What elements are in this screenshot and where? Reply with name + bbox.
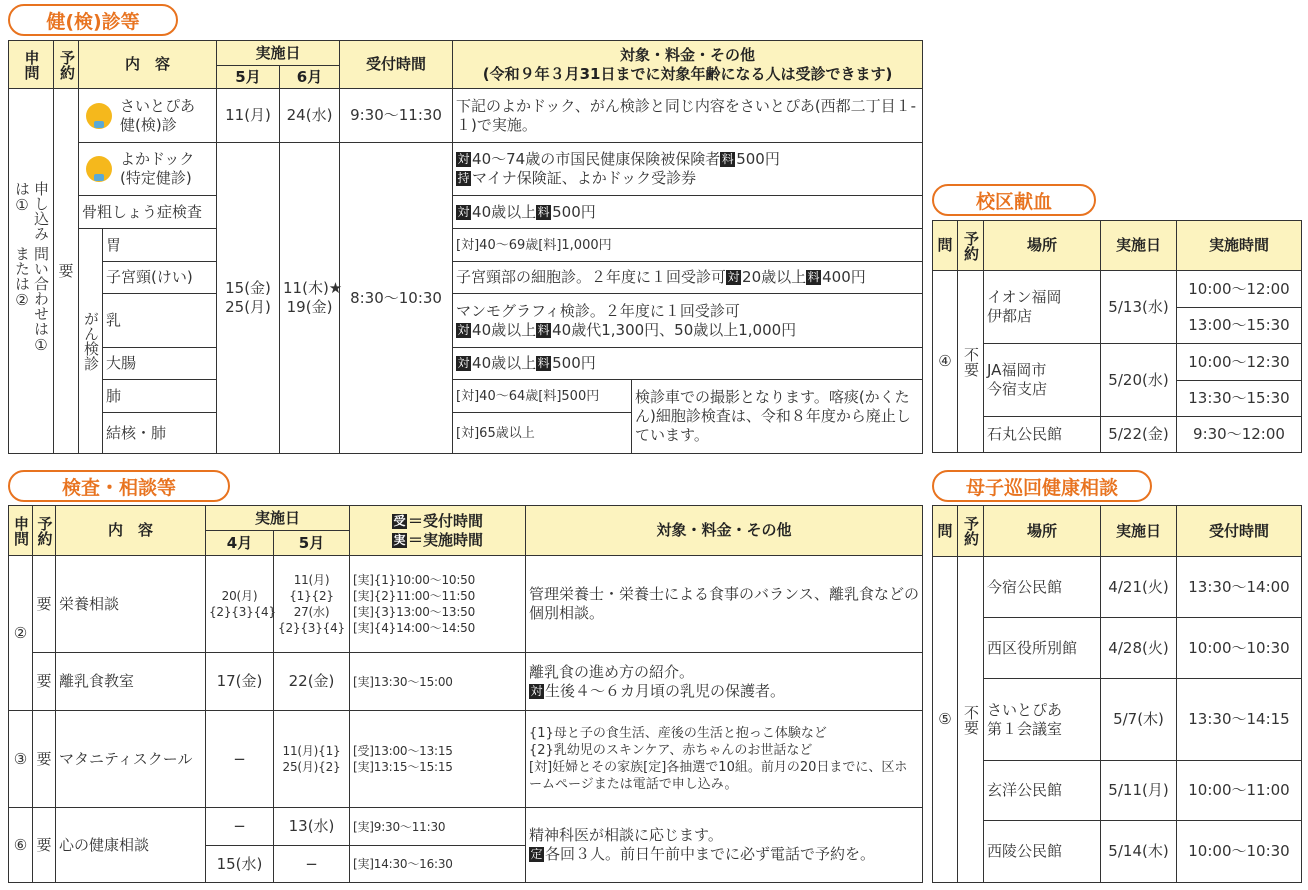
text: 500円 [552,354,596,372]
table-row [9,143,923,196]
date-month-2: 11(月){1} 25(月){2} [274,711,350,808]
mascot-icon [86,156,112,182]
label-badge-icon: 対 [457,204,470,219]
header-reserve: 予約 [958,506,984,557]
text: 17(金) [216,672,263,690]
time: [実]{1}10:00〜10:50 [実]{2}11:00〜11:50 [実]{3}13:00〜13:50 [実]{4}14:00〜14:50 [350,556,526,653]
text: ＝受付時間 [408,511,484,530]
table-row [9,89,923,143]
inquiry-number: ④ [933,271,958,453]
time: [実]14:30〜16:30 [350,846,526,883]
item-name: 子宮頸(けい) [103,262,217,294]
date: 5/11(月) [1101,761,1177,821]
reserve-required: 要 [54,89,79,454]
text: 15(水) [216,854,263,873]
note: [対]40〜64歳[料]500円 [453,380,632,413]
note [453,262,923,294]
text: さいとぴあ [987,700,1063,719]
label-badge-icon: 持 [457,171,470,185]
date-month-1 [217,143,280,454]
text: 精神科医が相談に応じます。 [529,826,723,844]
date-month-2: 11(月) {1}{2} 27(水) {2}{3}{4} [274,556,350,653]
header-target: 対象・料金・その他 [526,506,923,556]
text: よかドック(特定健診) [120,150,195,187]
date-month-2 [274,808,350,846]
time: [実]13:30〜15:00 [350,653,526,711]
label-badge-icon: 料 [537,322,550,337]
kenshin-table [8,40,923,454]
date-month-1 [206,711,274,808]
text: − [233,817,246,835]
date-month-2 [274,653,350,711]
table-row [9,808,923,846]
item-name: 栄養相談 [56,556,206,653]
text: 22(金) [288,672,335,690]
text: 第１会議室 [987,719,1063,738]
text: 24(水) [286,106,333,124]
time: 10:00〜10:30 [1177,821,1302,883]
header-date: 実施日 [217,41,340,66]
time: 10:00〜10:30 [1177,618,1302,679]
text: マイナ保険証、よかドック受診券 [472,169,697,187]
reserve: 要 [33,653,56,711]
label-badge-icon: 対 [457,356,470,370]
kenketsu-table [932,220,1302,453]
header-content: 内 容 [79,41,217,89]
item-name: 胃 [103,229,217,262]
place [984,271,1101,344]
table-row [9,380,923,413]
item-name: 肺 [103,380,217,413]
header-date: 実施日 [1101,506,1177,557]
time: 10:00〜12:00 [1177,271,1302,308]
header-reserve: 予約 [54,41,79,89]
text: 管理栄養士・栄養士による食事のバランス、離乳食などの個別相談。 [529,585,920,622]
text: 40〜74歳の市国民健康保険被保険者 [472,150,721,168]
time: 13:30〜14:00 [1177,557,1302,618]
header-place: 場所 [984,506,1101,557]
table-row [933,618,1302,679]
date-month-1 [217,89,280,143]
text: 40歳代1,300円、50歳以上1,000円 [552,320,797,339]
time: 13:00〜15:30 [1177,308,1302,344]
header-time: 受付時間 [1177,506,1302,557]
header-target: 対象・料金・その他 (令和９年３月31日までに対象年齢になる人は受診できます) [453,41,923,89]
header-month-2: 6月 [280,66,340,89]
time: 10:00〜12:30 [1177,344,1302,381]
text: 西陵公民館 [987,842,1063,860]
header-apply: 申問 [9,41,54,89]
date: 5/14(木) [1101,821,1177,883]
date-month-1: 20(月) {2}{3}{4} [206,556,274,653]
item-name: 乳 [103,294,217,348]
note [453,89,923,143]
header-content: 内 容 [56,506,206,556]
table-row [933,271,1302,308]
time: [受]13:00〜13:15 [実]13:15〜15:15 [350,711,526,808]
date: 5/13(水) [1101,271,1177,344]
text: 19(金) [286,298,333,316]
table-row [9,653,923,711]
reserve: 不要 [958,557,984,883]
label-badge-icon: 料 [537,356,550,370]
label-badge-icon: 受 [393,513,406,528]
section-title-boshi: 母子巡回健康相談 [932,470,1152,502]
place [984,618,1101,679]
item-name: 心の健康相談 [56,808,206,883]
table-row [9,196,923,229]
time: 10:00〜11:00 [1177,761,1302,821]
text: 15(金) [225,279,271,297]
date: 5/22(金) [1101,417,1177,453]
place [984,761,1101,821]
text: 11(月) [225,106,271,124]
time: [実]9:30〜11:30 [350,808,526,846]
label-badge-icon: 対 [457,322,470,337]
text: 今宿公民館 [987,577,1063,596]
inquiry-number: ③ [9,711,33,808]
date-month-2 [274,846,350,883]
reserve: 要 [33,808,56,883]
text: さいとぴあ健(検)診 [120,96,196,134]
table-row [9,229,923,262]
place [984,344,1101,417]
apply-note: 申し込みは① 問い合わせは①または② [9,89,54,454]
label-badge-icon: 定 [530,847,543,861]
time: 9:30〜11:30 [340,89,453,143]
section-title-kensa: 検査・相談等 [8,470,230,502]
text: 西区役所別館 [987,638,1078,657]
note [453,196,923,229]
header-reserve: 予約 [33,506,56,556]
table-row [9,348,923,380]
text: 伊都店 [987,307,1033,325]
header-time: 実施時間 [1177,221,1302,271]
date: 5/7(木) [1101,679,1177,761]
date-month-1 [206,808,274,846]
table-row [933,557,1302,618]
item-name [79,89,217,143]
text: 離乳食の進め方の紹介。 [529,662,695,681]
section-title-kenketsu: 校区献血 [932,184,1096,216]
header-month-1: 5月 [217,66,280,89]
header-time-legend [350,506,526,556]
note [526,808,923,883]
table-row [933,761,1302,821]
item-name: 大腸 [103,348,217,380]
note [453,294,923,348]
mascot-icon [86,103,112,129]
table-row [9,294,923,348]
header-apply: 申問 [9,506,33,556]
label-badge-icon: 実 [393,532,406,547]
time: 9:30〜12:00 [1177,417,1302,453]
text: 500円 [736,150,780,168]
text: 40歳以上 [472,320,537,339]
place: 石丸公民館 [984,417,1101,453]
text: 今宿支店 [987,380,1048,398]
reserve: 要 [33,711,56,808]
label-badge-icon: 料 [721,152,734,166]
section-title-kenshin: 健(検)診等 [8,4,178,36]
reserve: 不要 [958,271,984,453]
label-badge-icon: 料 [537,204,550,219]
text: 下記のよかドック、がん検診と同じ内容をさいとぴあ(西都二丁目１-１)で実施。 [456,96,917,134]
item-name: 骨粗しょう症検査 [79,196,217,229]
table-row [933,821,1302,883]
table-row [9,556,923,653]
table-row [9,711,923,808]
text: 各回３人。前日午前中までに必ず電話で予約を。 [545,845,876,863]
header-inquiry: 問 [933,506,958,557]
text: イオン福岡 [987,288,1062,306]
date-month-2 [280,143,343,454]
table-row [9,262,923,294]
inquiry-number: ② [9,556,33,711]
table-row [933,679,1302,761]
text: − [233,749,246,768]
label-badge-icon: 対 [530,683,543,698]
place [984,821,1101,883]
header-reserve: 予約 [958,221,984,271]
place [984,679,1101,761]
table-row [933,344,1302,381]
label-badge-icon: 対 [457,152,470,166]
reserve: 要 [33,556,56,653]
text: 11(木)★ [283,279,343,297]
date-month-1 [206,653,274,711]
header-time: 受付時間 [340,41,453,89]
date: 4/21(火) [1101,557,1177,618]
date: 4/28(火) [1101,618,1177,679]
inquiry-number: ⑥ [9,808,33,883]
header-date: 実施日 [206,506,350,531]
table-row [933,417,1302,453]
date: 5/20(水) [1101,344,1177,417]
text: JA福岡市 [987,361,1047,379]
text: 40歳以上 [472,202,537,221]
header-date: 実施日 [1101,221,1177,271]
note [453,348,923,380]
text: 400円 [822,268,866,286]
item-name: 結核・肺 [103,413,217,454]
inquiry-number: ⑤ [933,557,958,883]
boshi-table [932,505,1302,883]
note [453,143,923,196]
note: [対]65歳以上 [453,413,632,454]
text: 生後４〜６カ月頃の乳児の保護者。 [545,681,786,700]
text: 13(水) [288,817,335,835]
text: マンモグラフィ検診。２年度に１回受診可 [456,301,740,320]
text: − [305,854,318,873]
note [526,556,923,653]
header-month-1: 4月 [206,531,274,556]
label-badge-icon: 料 [807,270,820,284]
text: 500円 [552,202,596,221]
text: ＝実施時間 [408,530,484,549]
text: 40歳以上 [472,354,537,372]
header-place: 場所 [984,221,1101,271]
date-month-2 [280,89,340,143]
label-badge-icon: 対 [727,270,740,284]
text: 検診車での撮影となります。喀痰(かくたん)細胞診検査は、令和８年度から廃止しています。 [635,388,911,444]
note [526,653,923,711]
header-month-2: 5月 [274,531,350,556]
text: 20歳以上 [742,268,807,286]
text: 子宮頸部の細胞診。２年度に１回受診可 [456,268,727,286]
item-name [79,143,217,196]
text: 25(月) [225,298,271,316]
place [984,557,1101,618]
note: [対]40〜69歳[料]1,000円 [453,229,923,262]
note: {1}母と子の食生活、産後の生活と抱っこ体験など {2}乳幼児のスキンケア、赤ちゃんのお世話など [対]妊婦とその家族[定]各抽選で10組。前月の20日までに、区ホームページまたは電話で申し込み。 [526,711,923,808]
date-month-1 [206,846,274,883]
text: 玄洋公民館 [987,781,1063,799]
kensa-table [8,505,923,883]
time: 13:30〜14:15 [1177,679,1302,761]
lung-note [632,380,923,454]
time: 8:30〜10:30 [340,143,453,454]
header-inquiry: 問 [933,221,958,271]
time: 13:30〜15:30 [1177,381,1302,417]
cancer-label: がん検診 [79,229,103,454]
item-name: マタニティスクール [56,711,206,808]
item-name: 離乳食教室 [56,653,206,711]
